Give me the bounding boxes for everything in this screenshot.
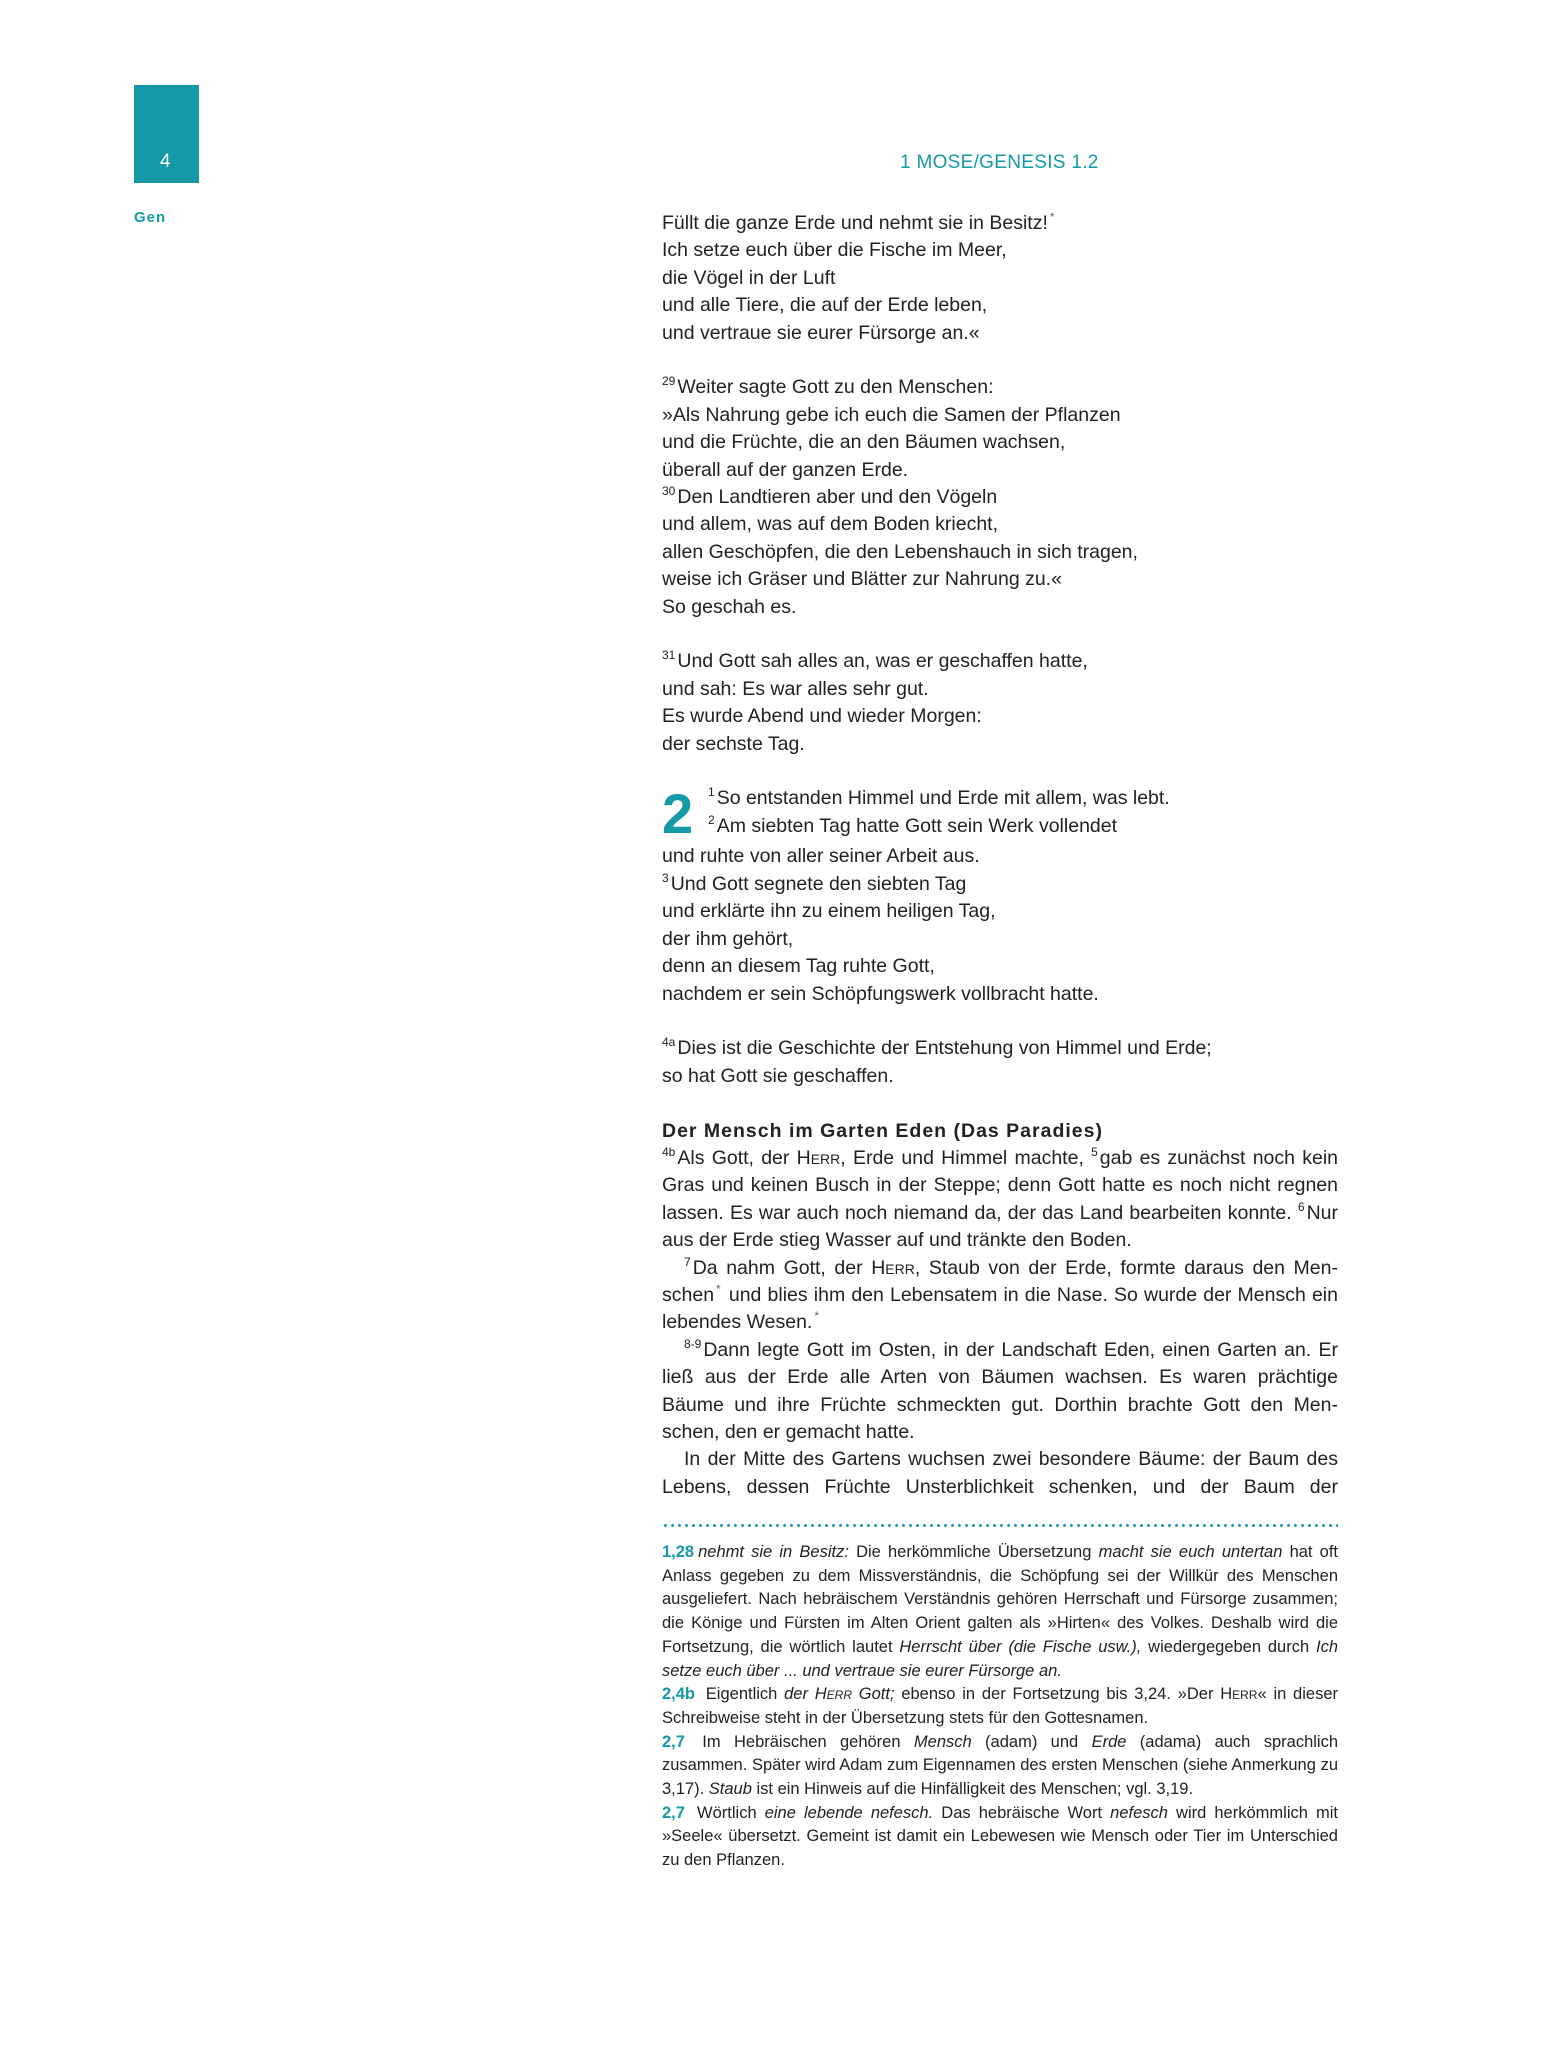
footnote: 2,4b Eigentlich der Herr Gott; ebenso in der Fortsetzung bis 3,24. »Der Herr« in dieser Schreibweise steht in der Übersetzung stets für den Gottesnamen. [662, 1685, 1338, 1727]
footnotes [662, 1541, 1338, 1873]
verse-line: Füllt die ganze Erde und nehmt sie in Besitz! * [662, 210, 1055, 234]
verse-line: und erklärte ihn zu einem heiligen Tag, [662, 900, 996, 923]
running-head: 1 MOSE/GENESIS 1.2 [900, 152, 1099, 173]
verse-number: 7 [684, 1254, 691, 1269]
section-heading: Der Mensch im Garten Eden (Das Paradies) [662, 1119, 1103, 1142]
verse-line: und alle Tiere, die auf der Erde leben, [662, 294, 988, 317]
verse-line: $^3$ Und Gott segnete den siebten Tag [662, 870, 967, 895]
verse-line: Es wurde Abend und wieder Morgen: [662, 705, 982, 728]
verse-line: $^{30}$ Den Landtieren aber und den Vögeln [662, 484, 998, 509]
verse-line: $^1$ So entstanden Himmel und Erde mit allem, was lebt. [708, 785, 1170, 810]
verse-number: 31 [662, 648, 676, 663]
verse-number: 30 [662, 484, 676, 499]
verse-line: der ihm gehört, [662, 927, 794, 950]
paragraph: In der Mitte des Gartens wuchsen zwei besondere Bäume: der Baum des Lebens, dessen Früchte Unsterblichkeit schenken, und der Baum der [662, 1448, 1338, 1498]
verse-number: 3 [662, 870, 669, 885]
verse-line: weise ich Gräser und Blätter zur Nahrung zu.« [662, 568, 1062, 591]
verse-number: 4b [662, 1144, 676, 1159]
footnote: 1,28 nehmt sie in Besitz: Die herkömmliche Übersetzung macht sie euch untertan hat oft Anlass gegeben zu dem Missverständnis, die Schöpfung sei der Willkür des Menschen ausgeliefert. Nach hebräischem Verständnis gehören Herrschaft und Fürsorge zusammen; die Könige und Fürsten im Alten Orient galten als »Hirten« des Volkes. Deshalb wird die Fortsetzung, die wörtlich lautet Herrscht über (die Fische usw.), wiedergegeben durch Ich setze euch über ... und vertraue sie eurer Fürsorge an. [662, 1543, 1339, 1680]
verse-line: $^{29}$ Weiter sagte Gott zu den Menschen: [662, 374, 994, 399]
verse-line: denn an diesem Tag ruhte Gott, [662, 955, 935, 978]
verse-number: 6 [1297, 1199, 1305, 1214]
verse-line: »Als Nahrung gebe ich euch die Samen der Pflanzen [662, 403, 1121, 426]
verse-number: 8-9 [684, 1336, 702, 1351]
page-number: 4 [160, 151, 171, 172]
paragraph: $^7$ Da nahm Gott, der Herr, Staub von der Erde, formte daraus den Menschen * und blies ihm den Lebensatem in die Nase. So wurde der Mensch ein lebendes Wesen. * [662, 1254, 1338, 1334]
footnote-ref: 2,7 [662, 1803, 685, 1822]
verse-line: $^{4a}$ Dies ist die Geschichte der Entstehung von Himmel und Erde; [662, 1035, 1212, 1060]
verse-number: 4a [662, 1035, 676, 1050]
verse-line: $^2$ Am siebten Tag hatte Gott sein Werk vollendet [708, 812, 1118, 837]
verse-line: und ruhte von aller seiner Arbeit aus. [662, 845, 980, 868]
footnote-separator [662, 1524, 1338, 1527]
verse-line: und allem, was auf dem Boden kriecht, [662, 513, 999, 536]
verse-line: der sechste Tag. [662, 732, 805, 755]
footnote-ref: 2,7 [662, 1732, 685, 1751]
verse-line: die Vögel in der Luft [662, 266, 836, 289]
verse-line: und die Früchte, die an den Bäumen wachsen, [662, 431, 1066, 454]
verse-number: 2 [708, 812, 715, 827]
verse-line: überall auf der ganzen Erde. [662, 458, 909, 481]
verse-line: $^{31}$ Und Gott sah alles an, was er geschaffen hatte, [662, 648, 1088, 673]
verse-line: nachdem er sein Schöpfungswerk vollbracht hatte. [662, 982, 1099, 1005]
footnote-ref: 2,4b [662, 1685, 696, 1704]
chapter-number: 2 [662, 782, 694, 846]
verse-number: 29 [662, 374, 676, 389]
footnote: 2,7 Im Hebräischen gehören Mensch (adam) und Erde (adama) auch sprachlich zusammen. Später wird Adam zum Eigennamen des ersten Menschen (siehe Anmerkung zu 3,17). Staub ist ein Hinweis auf die Hinfälligkeit des Menschen; vgl. 3,19. [662, 1732, 1339, 1799]
book-tab-label: Gen [134, 209, 167, 226]
verse-line: Ich setze euch über die Fische im Meer, [662, 239, 1007, 262]
verse-number: 1 [708, 785, 715, 800]
chapter-2-start [662, 782, 1338, 846]
verse-line: allen Geschöpfen, die den Lebenshauch in sich tragen, [662, 540, 1138, 563]
verse-line: und vertraue sie eurer Fürsorge an.« [662, 321, 980, 344]
footnote-ref: 1,28 [662, 1543, 695, 1561]
footnote: 2,7 Wörtlich eine lebende nefesch. Das hebräische Wort nefesch wird herkömmlich mit »Seele« übersetzt. Gemeint ist damit ein Lebewesen wie Mensch oder Tier im Unterschied zu den Pflanzen. [662, 1803, 1338, 1870]
verse-line: So geschah es. [662, 595, 797, 618]
verse-block [662, 210, 1338, 1501]
paragraph: $^{8-9}$ Dann legte Gott im Osten, in der Landschaft Eden, einen Garten an. Er ließ aus der Erde alle Arten von Bäumen wachsen. Es waren prächtige Bäume und ihre Früchte schmeckten gut. Dorthin brachte Gott den Menschen, den er gemacht hatte. [662, 1336, 1338, 1443]
paragraph: $^{4b}$ Als Gott, der Herr, Erde und Himmel machte, $^5$ gab es zunächst noch kein Gras und keinen Busch in der Steppe; denn Gott hatte es noch nicht regnen lassen. Es war auch noch niemand da, der das Land bearbeiten konnte. $^6$ Nur aus der Erde stieg Wasser auf und tränkte den Boden. [662, 1144, 1339, 1252]
verse-line: so hat Gott sie geschaffen. [662, 1064, 894, 1087]
verse-number: 5 [1091, 1144, 1098, 1159]
section-prose [662, 1145, 1338, 1501]
verse-line: und sah: Es war alles sehr gut. [662, 677, 929, 700]
